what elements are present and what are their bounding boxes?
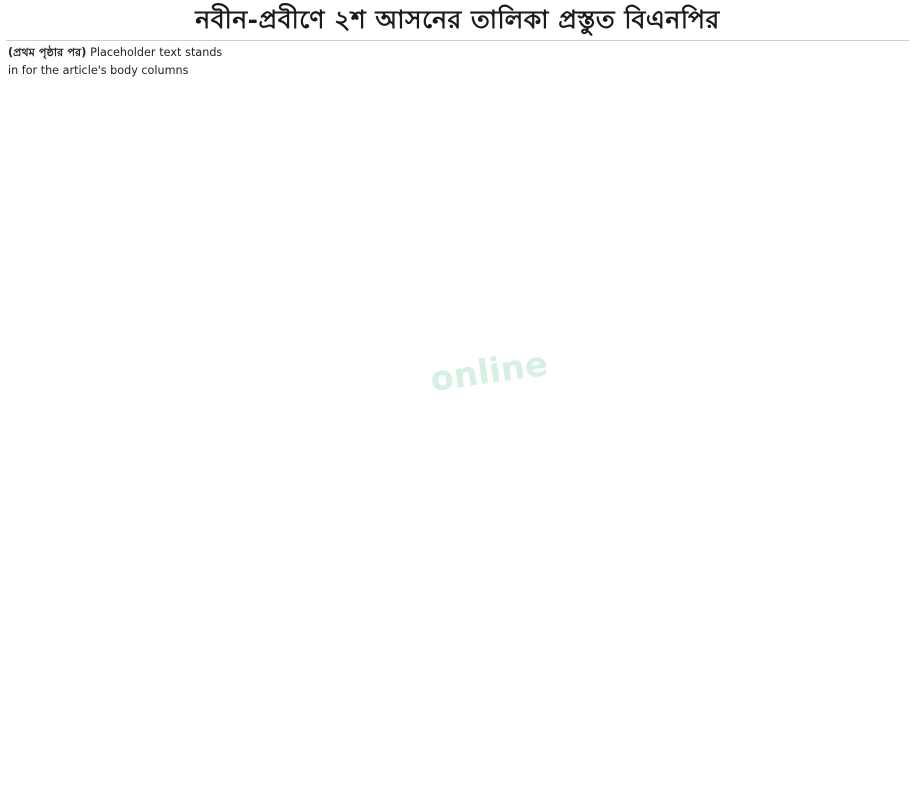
column-4 bbox=[693, 44, 907, 798]
paragraph bbox=[8, 44, 222, 79]
column-2 bbox=[236, 44, 450, 798]
article-columns bbox=[8, 44, 907, 798]
placeholder-text: Placeholder text stands in for the article's body columns bbox=[8, 46, 223, 77]
continued-tag: (প্রথম পৃষ্ঠার পর) bbox=[8, 46, 87, 59]
column-3 bbox=[465, 44, 679, 798]
watermark: online bbox=[427, 343, 551, 401]
column-1 bbox=[8, 44, 222, 798]
article-headline: নবীন-প্রবীণে ২শ আসনের তালিকা প্রস্তুত বিএনপির bbox=[6, 0, 909, 41]
